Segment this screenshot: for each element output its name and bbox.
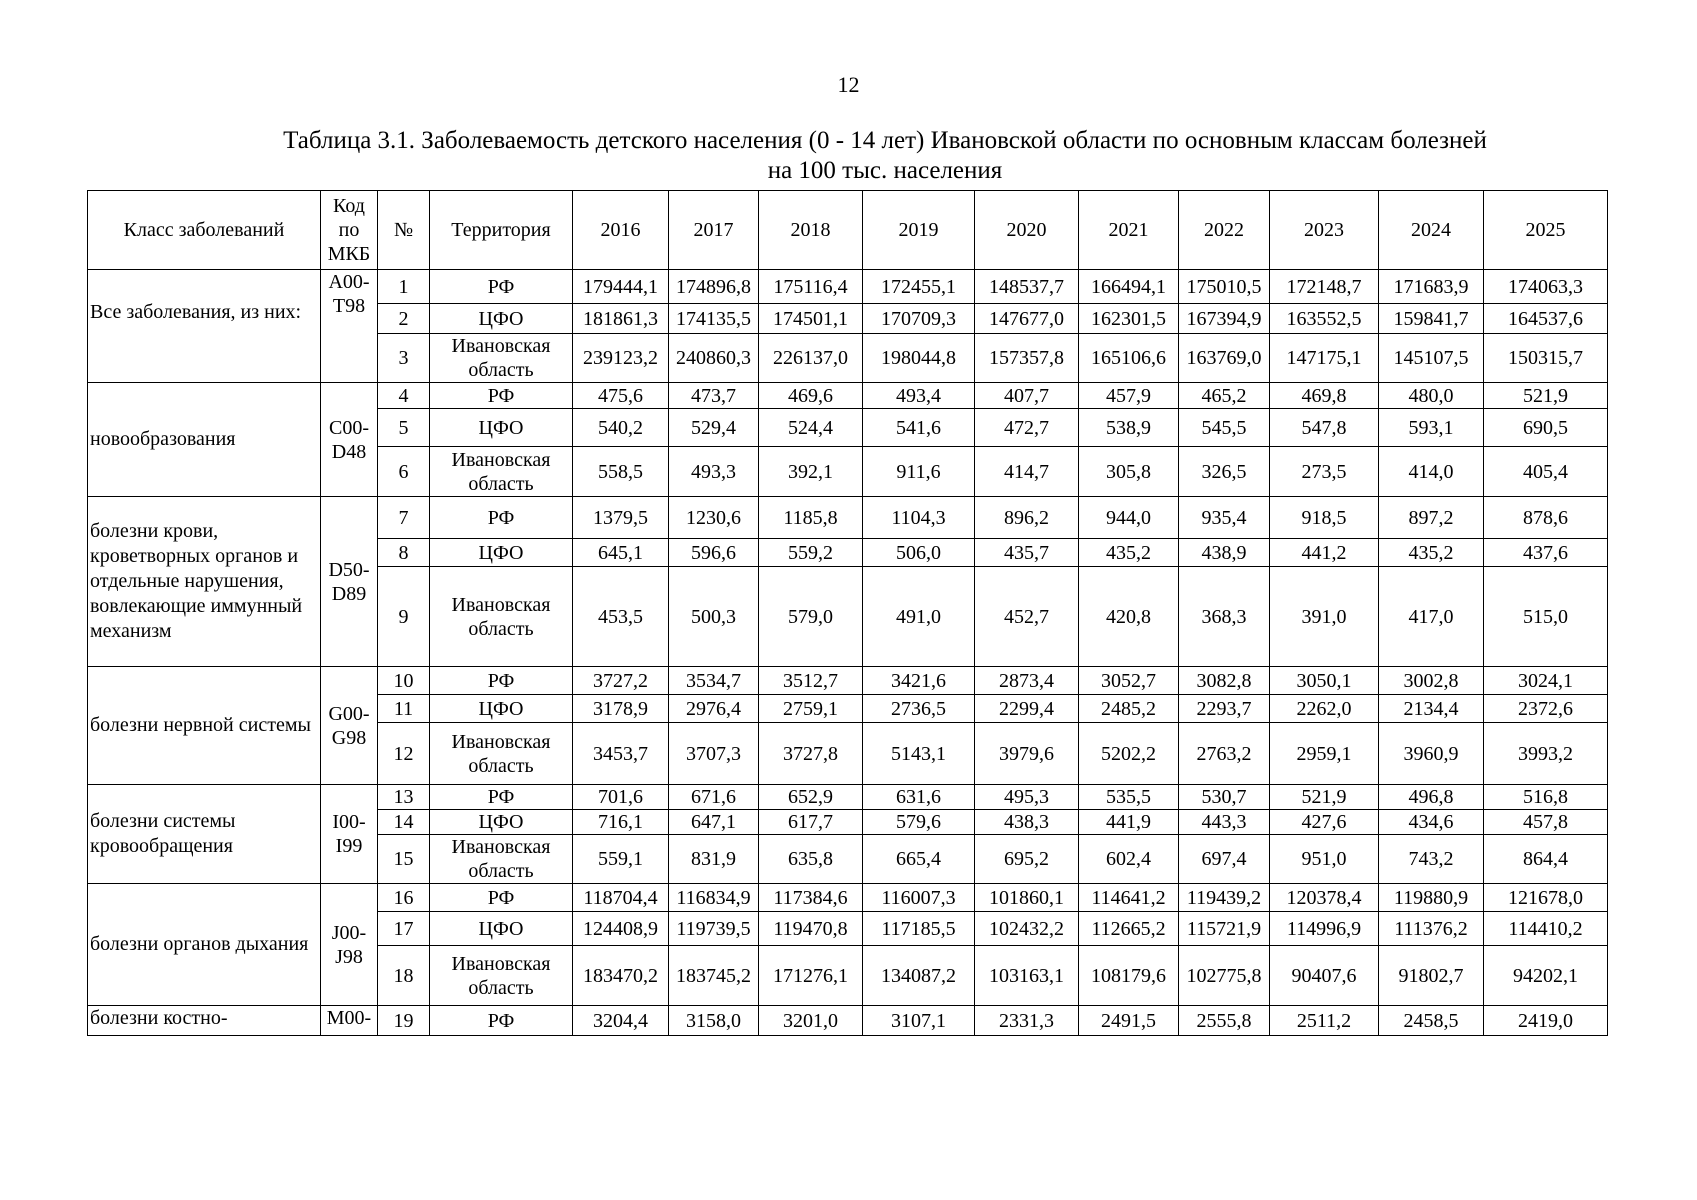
value-cell: 453,5 [573, 567, 669, 667]
value-cell: 174896,8 [669, 270, 759, 304]
value-cell: 558,5 [573, 447, 669, 497]
value-cell: 121678,0 [1484, 884, 1608, 912]
value-cell: 438,9 [1179, 539, 1270, 567]
icd-code-cell: M00- [321, 1006, 378, 1036]
value-cell: 529,4 [669, 409, 759, 447]
table-row [88, 383, 1608, 409]
value-cell: 647,1 [669, 810, 759, 835]
value-cell: 171276,1 [759, 946, 863, 1006]
value-cell: 500,3 [669, 567, 759, 667]
table-title [160, 126, 1610, 186]
value-cell: 831,9 [669, 835, 759, 884]
value-cell: 701,6 [573, 785, 669, 810]
value-cell: 538,9 [1079, 409, 1179, 447]
value-cell: 114410,2 [1484, 912, 1608, 946]
class-name-cell: болезни органов дыхания [88, 884, 321, 1006]
value-cell: 697,4 [1179, 835, 1270, 884]
header-year: 2017 [669, 191, 759, 270]
table-row [88, 884, 1608, 912]
value-cell: 3512,7 [759, 667, 863, 695]
value-cell: 226137,0 [759, 334, 863, 383]
value-cell: 5202,2 [1079, 723, 1179, 785]
value-cell: 172148,7 [1270, 270, 1379, 304]
value-cell: 170709,3 [863, 304, 975, 334]
value-cell: 878,6 [1484, 497, 1608, 539]
value-cell: 3453,7 [573, 723, 669, 785]
table-row [88, 785, 1608, 810]
value-cell: 493,3 [669, 447, 759, 497]
value-cell: 163552,5 [1270, 304, 1379, 334]
value-cell: 716,1 [573, 810, 669, 835]
value-cell: 2763,2 [1179, 723, 1270, 785]
territory-cell: РФ [430, 497, 573, 539]
value-cell: 159841,7 [1379, 304, 1484, 334]
value-cell: 457,9 [1079, 383, 1179, 409]
table-body [88, 270, 1608, 1036]
value-cell: 465,2 [1179, 383, 1270, 409]
value-cell: 305,8 [1079, 447, 1179, 497]
class-name-cell: новообразования [88, 383, 321, 497]
value-cell: 163769,0 [1179, 334, 1270, 383]
value-cell: 2331,3 [975, 1006, 1079, 1036]
value-cell: 579,6 [863, 810, 975, 835]
table-row [88, 1006, 1608, 1036]
value-cell: 171683,9 [1379, 270, 1484, 304]
value-cell: 147677,0 [975, 304, 1079, 334]
value-cell: 3707,3 [669, 723, 759, 785]
value-cell: 181861,3 [573, 304, 669, 334]
value-cell: 417,0 [1379, 567, 1484, 667]
header-year: 2020 [975, 191, 1079, 270]
value-cell: 496,8 [1379, 785, 1484, 810]
header-year: 2016 [573, 191, 669, 270]
value-cell: 743,2 [1379, 835, 1484, 884]
row-number-cell: 19 [378, 1006, 430, 1036]
icd-code-cell: I00-I99 [321, 785, 378, 884]
value-cell: 935,4 [1179, 497, 1270, 539]
header-year: 2025 [1484, 191, 1608, 270]
value-cell: 368,3 [1179, 567, 1270, 667]
value-cell: 472,7 [975, 409, 1079, 447]
value-cell: 506,0 [863, 539, 975, 567]
table-row [88, 270, 1608, 304]
value-cell: 524,4 [759, 409, 863, 447]
value-cell: 896,2 [975, 497, 1079, 539]
row-number-cell: 4 [378, 383, 430, 409]
value-cell: 116834,9 [669, 884, 759, 912]
value-cell: 2873,4 [975, 667, 1079, 695]
value-cell: 944,0 [1079, 497, 1179, 539]
value-cell: 239123,2 [573, 334, 669, 383]
value-cell: 516,8 [1484, 785, 1608, 810]
value-cell: 897,2 [1379, 497, 1484, 539]
value-cell: 420,8 [1079, 567, 1179, 667]
icd-code-cell: C00-D48 [321, 383, 378, 497]
header-code: Код по МКБ [321, 191, 378, 270]
value-cell: 495,3 [975, 785, 1079, 810]
value-cell: 2736,5 [863, 695, 975, 723]
value-cell: 5143,1 [863, 723, 975, 785]
value-cell: 179444,1 [573, 270, 669, 304]
value-cell: 2555,8 [1179, 1006, 1270, 1036]
territory-cell: Ивановская область [430, 946, 573, 1006]
class-name-cell: болезни нервной системы [88, 667, 321, 785]
value-cell: 145107,5 [1379, 334, 1484, 383]
value-cell: 493,4 [863, 383, 975, 409]
value-cell: 3204,4 [573, 1006, 669, 1036]
value-cell: 162301,5 [1079, 304, 1179, 334]
value-cell: 172455,1 [863, 270, 975, 304]
value-cell: 414,7 [975, 447, 1079, 497]
row-number-cell: 14 [378, 810, 430, 835]
icd-code-cell: G00-G98 [321, 667, 378, 785]
value-cell: 434,6 [1379, 810, 1484, 835]
value-cell: 3002,8 [1379, 667, 1484, 695]
morbidity-table [87, 190, 1608, 1036]
value-cell: 165106,6 [1079, 334, 1179, 383]
value-cell: 166494,1 [1079, 270, 1179, 304]
value-cell: 2134,4 [1379, 695, 1484, 723]
value-cell: 240860,3 [669, 334, 759, 383]
value-cell: 671,6 [669, 785, 759, 810]
value-cell: 167394,9 [1179, 304, 1270, 334]
row-number-cell: 7 [378, 497, 430, 539]
value-cell: 3050,1 [1270, 667, 1379, 695]
row-number-cell: 11 [378, 695, 430, 723]
value-cell: 911,6 [863, 447, 975, 497]
territory-cell: Ивановская область [430, 835, 573, 884]
value-cell: 391,0 [1270, 567, 1379, 667]
value-cell: 530,7 [1179, 785, 1270, 810]
value-cell: 414,0 [1379, 447, 1484, 497]
value-cell: 94202,1 [1484, 946, 1608, 1006]
row-number-cell: 13 [378, 785, 430, 810]
header-row [88, 191, 1608, 270]
value-cell: 119880,9 [1379, 884, 1484, 912]
row-number-cell: 15 [378, 835, 430, 884]
value-cell: 437,6 [1484, 539, 1608, 567]
value-cell: 175116,4 [759, 270, 863, 304]
value-cell: 547,8 [1270, 409, 1379, 447]
value-cell: 175010,5 [1179, 270, 1270, 304]
value-cell: 645,1 [573, 539, 669, 567]
value-cell: 427,6 [1270, 810, 1379, 835]
row-number-cell: 12 [378, 723, 430, 785]
value-cell: 115721,9 [1179, 912, 1270, 946]
territory-cell: ЦФО [430, 304, 573, 334]
value-cell: 469,8 [1270, 383, 1379, 409]
value-cell: 864,4 [1484, 835, 1608, 884]
value-cell: 118704,4 [573, 884, 669, 912]
value-cell: 392,1 [759, 447, 863, 497]
value-cell: 695,2 [975, 835, 1079, 884]
territory-cell: РФ [430, 785, 573, 810]
value-cell: 491,0 [863, 567, 975, 667]
territory-cell: Ивановская область [430, 567, 573, 667]
table-row [88, 667, 1608, 695]
value-cell: 101860,1 [975, 884, 1079, 912]
row-number-cell: 2 [378, 304, 430, 334]
value-cell: 148537,7 [975, 270, 1079, 304]
page-number: 12 [837, 72, 860, 97]
value-cell: 515,0 [1484, 567, 1608, 667]
value-cell: 120378,4 [1270, 884, 1379, 912]
header-year: 2021 [1079, 191, 1179, 270]
value-cell: 1379,5 [573, 497, 669, 539]
value-cell: 435,2 [1379, 539, 1484, 567]
value-cell: 2299,4 [975, 695, 1079, 723]
value-cell: 3082,8 [1179, 667, 1270, 695]
value-cell: 114641,2 [1079, 884, 1179, 912]
value-cell: 475,6 [573, 383, 669, 409]
value-cell: 1185,8 [759, 497, 863, 539]
value-cell: 114996,9 [1270, 912, 1379, 946]
header-num: № [378, 191, 430, 270]
row-number-cell: 5 [378, 409, 430, 447]
value-cell: 407,7 [975, 383, 1079, 409]
value-cell: 690,5 [1484, 409, 1608, 447]
value-cell: 541,6 [863, 409, 975, 447]
value-cell: 441,2 [1270, 539, 1379, 567]
value-cell: 602,4 [1079, 835, 1179, 884]
header-year: 2018 [759, 191, 863, 270]
value-cell: 2491,5 [1079, 1006, 1179, 1036]
value-cell: 119470,8 [759, 912, 863, 946]
class-name-cell: Все заболевания, из них: [88, 270, 321, 383]
header-year: 2019 [863, 191, 975, 270]
table-title-line-1: Таблица 3.1. Заболеваемость детского населения (0 - 14 лет) Ивановской области по основным классам болезней [283, 127, 1487, 154]
value-cell: 441,9 [1079, 810, 1179, 835]
value-cell: 174063,3 [1484, 270, 1608, 304]
header-territory: Территория [430, 191, 573, 270]
value-cell: 469,6 [759, 383, 863, 409]
value-cell: 665,4 [863, 835, 975, 884]
table-row [88, 497, 1608, 539]
class-name-cell: болезни крови, кроветворных органов и отдельные нарушения, вовлекающие иммунный механизм [88, 497, 321, 667]
value-cell: 3960,9 [1379, 723, 1484, 785]
value-cell: 198044,8 [863, 334, 975, 383]
value-cell: 326,5 [1179, 447, 1270, 497]
value-cell: 452,7 [975, 567, 1079, 667]
value-cell: 435,7 [975, 539, 1079, 567]
row-number-cell: 9 [378, 567, 430, 667]
value-cell: 2511,2 [1270, 1006, 1379, 1036]
value-cell: 111376,2 [1379, 912, 1484, 946]
territory-cell: ЦФО [430, 912, 573, 946]
value-cell: 3727,8 [759, 723, 863, 785]
territory-cell: ЦФО [430, 539, 573, 567]
territory-cell: РФ [430, 667, 573, 695]
value-cell: 473,7 [669, 383, 759, 409]
value-cell: 183745,2 [669, 946, 759, 1006]
icd-code-cell: J00-J98 [321, 884, 378, 1006]
value-cell: 183470,2 [573, 946, 669, 1006]
value-cell: 593,1 [1379, 409, 1484, 447]
value-cell: 147175,1 [1270, 334, 1379, 383]
header-year: 2024 [1379, 191, 1484, 270]
value-cell: 102775,8 [1179, 946, 1270, 1006]
territory-cell: Ивановская область [430, 334, 573, 383]
value-cell: 2759,1 [759, 695, 863, 723]
row-number-cell: 16 [378, 884, 430, 912]
territory-cell: ЦФО [430, 810, 573, 835]
value-cell: 918,5 [1270, 497, 1379, 539]
value-cell: 1230,6 [669, 497, 759, 539]
value-cell: 174501,1 [759, 304, 863, 334]
value-cell: 3201,0 [759, 1006, 863, 1036]
value-cell: 559,2 [759, 539, 863, 567]
value-cell: 2959,1 [1270, 723, 1379, 785]
value-cell: 951,0 [1270, 835, 1379, 884]
value-cell: 635,8 [759, 835, 863, 884]
value-cell: 3727,2 [573, 667, 669, 695]
value-cell: 1104,3 [863, 497, 975, 539]
value-cell: 443,3 [1179, 810, 1270, 835]
value-cell: 3024,1 [1484, 667, 1608, 695]
territory-cell: РФ [430, 383, 573, 409]
territory-cell: РФ [430, 1006, 573, 1036]
value-cell: 2458,5 [1379, 1006, 1484, 1036]
value-cell: 540,2 [573, 409, 669, 447]
value-cell: 2976,4 [669, 695, 759, 723]
row-number-cell: 6 [378, 447, 430, 497]
territory-cell: РФ [430, 884, 573, 912]
value-cell: 2419,0 [1484, 1006, 1608, 1036]
value-cell: 150315,7 [1484, 334, 1608, 383]
value-cell: 559,1 [573, 835, 669, 884]
row-number-cell: 17 [378, 912, 430, 946]
value-cell: 438,3 [975, 810, 1079, 835]
class-name-cell: болезни костно- [88, 1006, 321, 1036]
value-cell: 103163,1 [975, 946, 1079, 1006]
value-cell: 480,0 [1379, 383, 1484, 409]
table-title-line-2: на 100 тыс. населения [767, 157, 1003, 184]
value-cell: 435,2 [1079, 539, 1179, 567]
value-cell: 3534,7 [669, 667, 759, 695]
value-cell: 3158,0 [669, 1006, 759, 1036]
row-number-cell: 8 [378, 539, 430, 567]
icd-code-cell: A00-T98 [321, 270, 378, 383]
icd-code-cell: D50-D89 [321, 497, 378, 667]
value-cell: 545,5 [1179, 409, 1270, 447]
value-cell: 457,8 [1484, 810, 1608, 835]
territory-cell: Ивановская область [430, 723, 573, 785]
value-cell: 3107,1 [863, 1006, 975, 1036]
value-cell: 3052,7 [1079, 667, 1179, 695]
value-cell: 119739,5 [669, 912, 759, 946]
value-cell: 134087,2 [863, 946, 975, 1006]
territory-cell: ЦФО [430, 695, 573, 723]
class-name-cell: болезни системы кровообращения [88, 785, 321, 884]
row-number-cell: 3 [378, 334, 430, 383]
header-class: Класс заболеваний [88, 191, 321, 270]
value-cell: 535,5 [1079, 785, 1179, 810]
territory-cell: Ивановская область [430, 447, 573, 497]
value-cell: 579,0 [759, 567, 863, 667]
row-number-cell: 1 [378, 270, 430, 304]
value-cell: 119439,2 [1179, 884, 1270, 912]
value-cell: 3178,9 [573, 695, 669, 723]
value-cell: 3993,2 [1484, 723, 1608, 785]
value-cell: 2372,6 [1484, 695, 1608, 723]
territory-cell: ЦФО [430, 409, 573, 447]
value-cell: 617,7 [759, 810, 863, 835]
value-cell: 112665,2 [1079, 912, 1179, 946]
value-cell: 405,4 [1484, 447, 1608, 497]
row-number-cell: 18 [378, 946, 430, 1006]
value-cell: 596,6 [669, 539, 759, 567]
value-cell: 174135,5 [669, 304, 759, 334]
value-cell: 521,9 [1484, 383, 1608, 409]
value-cell: 124408,9 [573, 912, 669, 946]
value-cell: 2485,2 [1079, 695, 1179, 723]
value-cell: 117384,6 [759, 884, 863, 912]
header-year: 2022 [1179, 191, 1270, 270]
value-cell: 102432,2 [975, 912, 1079, 946]
value-cell: 273,5 [1270, 447, 1379, 497]
value-cell: 631,6 [863, 785, 975, 810]
value-cell: 116007,3 [863, 884, 975, 912]
value-cell: 91802,7 [1379, 946, 1484, 1006]
value-cell: 90407,6 [1270, 946, 1379, 1006]
value-cell: 164537,6 [1484, 304, 1608, 334]
row-number-cell: 10 [378, 667, 430, 695]
value-cell: 108179,6 [1079, 946, 1179, 1006]
value-cell: 521,9 [1270, 785, 1379, 810]
value-cell: 157357,8 [975, 334, 1079, 383]
value-cell: 2293,7 [1179, 695, 1270, 723]
value-cell: 117185,5 [863, 912, 975, 946]
value-cell: 2262,0 [1270, 695, 1379, 723]
value-cell: 652,9 [759, 785, 863, 810]
value-cell: 3421,6 [863, 667, 975, 695]
value-cell: 3979,6 [975, 723, 1079, 785]
header-year: 2023 [1270, 191, 1379, 270]
territory-cell: РФ [430, 270, 573, 304]
